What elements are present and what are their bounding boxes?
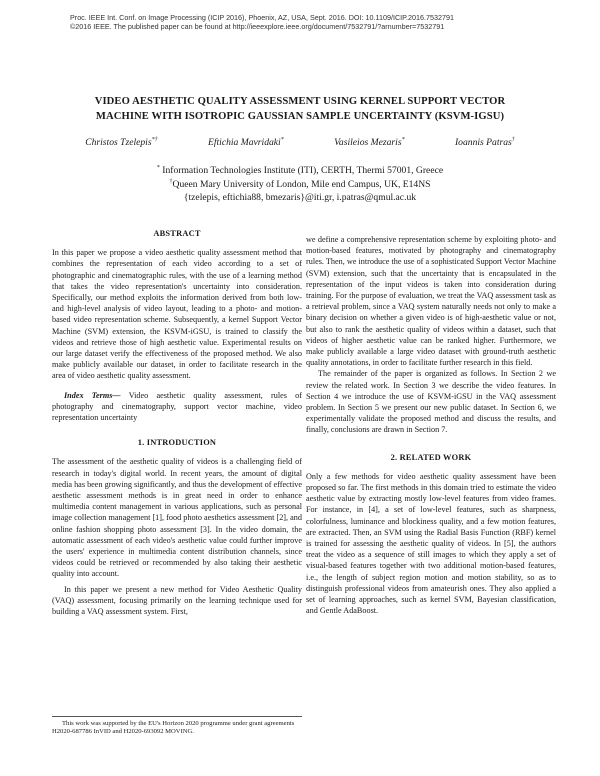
author: Ioannis Patras† [454,136,515,148]
right-column [306,234,556,617]
affiliation-2: †Queen Mary University of London, Mile end Campus, UK, E14NS [169,178,431,190]
introduction-heading: 1. INTRODUCTION [137,438,217,448]
affiliations [60,164,540,205]
paper-organization-paragraph: The remainder of the paper is organized as follows. In Section 2 we review the related work. In Section 3 we describe the video features. In Section 4 we introduce the use of KSVM-iGSU in the VAQ assessment problem. In Section 5 we present our new public dataset. In Section 6, we experimentally validate the proposed method and discuss the results, and finally, conclusions are drawn in Section 7. [306,369,556,435]
introduction-paragraph-2: In this paper we present a new method for Video Aesthetic Quality (VAQ) assessment, focusing primarily on the learning technique used for building a VAQ assessment system. First, [52,584,302,617]
related-work-heading: 2. RELATED WORK [390,452,472,462]
publication-header [70,13,540,31]
title-line-2: MACHINE WITH ISOTROPIC GAUSSIAN SAMPLE UNCERTAINTY (KSVM-IGSU) [95,111,505,122]
abstract-heading: ABSTRACT [153,229,201,238]
header-line-1: Proc. IEEE Int. Conf. on Image Processing (ICIP 2016), Phoenix, AZ, USA, Sept. 2016. DOI: 10.1109/ICIP.2016.7532791 [70,13,454,22]
author-list [60,137,540,148]
related-work-paragraph: Only a few methods for video aesthetic quality assessment have been proposed so far. The first methods in this domain tried to estimate the video aesthetic value by extracting mostly low-level features from video frames. For instance, in [4], a set of low-level features, such as sharpness, colorfulness, luminance and blockiness quality, and a few motion features, are extracted. Then, an SVM using the Radial Basis Function (RBF) kernel is trained for assessing the aesthetic quality of videos. In [5], the authors treat the video as a sequence of still images to which they apply a set of visual-based features together with two additional motion-based features, i.e., the length of subject region motion and motion stability, so as to distinguish professional videos from amateurish ones. They also applied a set of learning approaches, such as kernel SVM, Bayesian classification, and Gentle AdaBoost. [306,471,556,616]
author: Vasileios Mezaris* [334,136,405,148]
paper-title [40,94,560,124]
funding-footnote: This work was supported by the EU's Horizon 2020 programme under grant agreements H2020-687786 InVID and H2020-693092 MOVING. [52,716,302,736]
author: Eftichia Mavridaki* [207,136,284,148]
intro-continued-paragraph: we define a comprehensive representation scheme by exploiting photo- and motion-based features, motivated by photography and cinematography rules. Then, we introduce the use of a sophisticated Support Vector Machine (SVM) extension, such that the uncertainty that is encapsulated in the representation of the input videos is taken into consideration during training. For the purpose of evaluation, we treat the VAQ assessment task as a retrieval problem, since a VAQ system naturally needs not only to make a binary decision on whether a given video is of high-aesthetic value or not, but also to rank the aesthetic quality of videos within a dataset, such that videos of higher aesthetic value can be ranked higher. Furthermore, we make publicly available a large video dataset with ground-truth aesthetic quality annotations, in order to facilitate further research in this field. [306,235,556,368]
title-line-1: VIDEO AESTHETIC QUALITY ASSESSMENT USING KERNEL SUPPORT VECTOR [94,96,506,107]
left-column [52,228,302,617]
author-emails: {tzelepis, eftichia88, bmezaris}@iti.gr, i.patras@qmul.ac.uk [183,192,417,203]
introduction-paragraph-1: The assessment of the aesthetic quality of videos is a challenging field of research in today's digital world. In recent years, the amount of digital media has been growing significantly, and thus the development of effective aesthetic assessment methods is in great need in order to enhance multimedia content management in various applications, such as personal image collection management [1], food photo aesthetics assessment [2], and online fashion shopping photo assessment [3]. In the video domain, the automatic assessment of each video's aesthetic value could further improve the users' experience in multimedia content distribution channels, since videos could be retrieved or recommended by also taking their aesthetic quality into account. [52,457,302,579]
abstract-text: In this paper we propose a video aesthetic quality assessment method that combines the representation of each video according to a set of photographic and cinematographic rules, with the use of a learning method that takes the video representation's uncertainty into consideration. Specifically, our method exploits the information derived from both low- and high-level analysis of video layout, leading to a photo- and motion-based video representation scheme. Subsequently, a kernel Support Vector Machine (SVM) extension, the KSVM-iGSU, is trained to classify the videos and retrieve those of high aesthetic value. Experimental results on our large dataset verify the effectiveness of the proposed method. We also make publicly available our dataset, in order to facilitate research in the area of video aesthetic quality assessment. [52,248,302,381]
index-terms: Index Terms— Video aesthetic quality assessment, rules of photography and cinematography, support vector machine, video representation uncertainty [52,390,302,423]
header-line-2: ©2016 IEEE. The published paper can be found at http://ieeexplore.ieee.org/document/7532791/?arnumber=7532791 [70,22,445,31]
affiliation-1: * Information Technologies Institute (ITI), CERTH, Thermi 57001, Greece [156,164,444,176]
author: Christos Tzelepis*† [85,136,158,148]
